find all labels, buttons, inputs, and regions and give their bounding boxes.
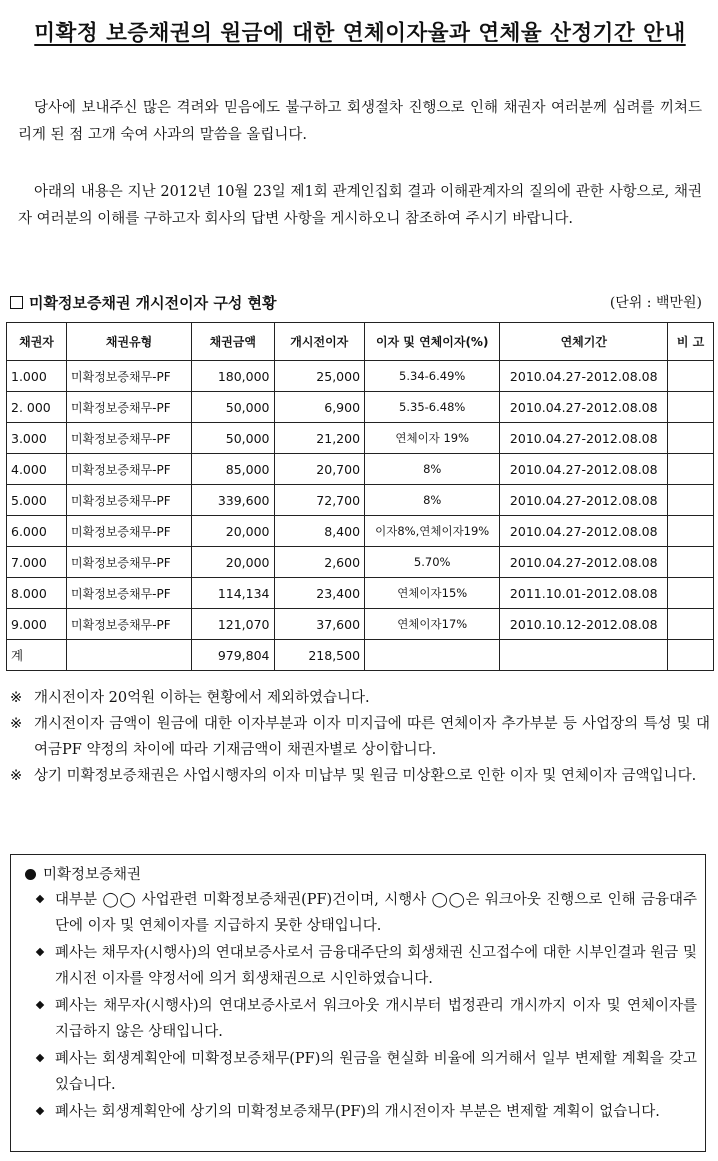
cell-pre-interest: 218,500 — [274, 640, 365, 671]
cell-pre-interest: 6,900 — [274, 392, 365, 423]
cell-creditor: 3.000 — [7, 423, 67, 454]
cell-interest-rate: 연체이자17% — [365, 609, 500, 640]
cell-overdue-period: 2010.04.27-2012.08.08 — [500, 361, 668, 392]
info-bullet — [35, 1099, 697, 1125]
cell-creditor: 9.000 — [7, 609, 67, 640]
footnote-2 — [8, 711, 710, 763]
cell-overdue-period: 2010.04.27-2012.08.08 — [500, 392, 668, 423]
cell-interest-rate: 8% — [365, 454, 500, 485]
reference-mark-icon: ※ — [10, 690, 23, 706]
header-bond-amount: 채권금액 — [192, 323, 274, 361]
cell-pre-interest: 72,700 — [274, 485, 365, 516]
info-bullet — [35, 887, 697, 939]
table-row — [7, 578, 714, 609]
header-bond-type: 채권유형 — [67, 323, 192, 361]
cell-bond-amount: 50,000 — [192, 392, 274, 423]
cell-bond-amount: 121,070 — [192, 609, 274, 640]
footnote-1 — [8, 685, 710, 711]
info-bullet-text: 폐사는 채무자(시행사)의 연대보증사로서 워크아웃 개시부터 법정관리 개시까지 이자 및 연체이자를 지급하지 않은 상태입니다. — [55, 998, 697, 1040]
footnote-3 — [8, 763, 710, 789]
cell-bond-type: 미확정보증채무-PF — [67, 516, 192, 547]
cell-creditor: 5.000 — [7, 485, 67, 516]
cell-bond-amount: 85,000 — [192, 454, 274, 485]
cell-overdue-period: 2010.04.27-2012.08.08 — [500, 454, 668, 485]
cell-bond-type — [67, 640, 192, 671]
cell-creditor: 7.000 — [7, 547, 67, 578]
cell-pre-interest: 25,000 — [274, 361, 365, 392]
table-body — [7, 361, 714, 671]
diamond-bullet-icon — [36, 895, 44, 903]
cell-creditor: 4.000 — [7, 454, 67, 485]
table-total-row — [7, 640, 714, 671]
info-bullet-text: 폐사는 회생계획안에 상기의 미확정보증채무(PF)의 개시전이자 부분은 변제할 계획이 없습니다. — [55, 1104, 660, 1120]
info-bullet-text: 폐사는 회생계획안에 미확정보증채무(PF)의 원금을 현실화 비율에 의거해서 일부 변제할 계획을 갖고 있습니다. — [55, 1051, 697, 1093]
cell-remarks — [668, 423, 714, 454]
header-pre-interest: 개시전이자 — [274, 323, 365, 361]
bond-interest-table — [6, 322, 714, 671]
section-header — [10, 292, 710, 313]
cell-overdue-period: 2010.04.27-2012.08.08 — [500, 516, 668, 547]
cell-interest-rate: 8% — [365, 485, 500, 516]
cell-bond-amount: 114,134 — [192, 578, 274, 609]
cell-overdue-period: 2010.10.12-2012.08.08 — [500, 609, 668, 640]
footnotes — [8, 685, 710, 789]
cell-bond-type: 미확정보증채무-PF — [67, 423, 192, 454]
cell-pre-interest: 2,600 — [274, 547, 365, 578]
square-bullet-icon — [10, 296, 23, 309]
table-row — [7, 454, 714, 485]
intro-paragraph-apology: 당사에 보내주신 많은 격려와 믿음에도 불구하고 회생절차 진행으로 인해 채권자 여러분께 심려를 끼쳐드리게 된 점 고개 숙여 사과의 말씀을 올립니다. — [18, 100, 702, 143]
cell-creditor: 계 — [7, 640, 67, 671]
info-box-title-text: 미확정보증채권 — [43, 867, 142, 883]
table-row — [7, 361, 714, 392]
cell-remarks — [668, 454, 714, 485]
cell-bond-amount: 20,000 — [192, 547, 274, 578]
cell-overdue-period: 2011.10.01-2012.08.08 — [500, 578, 668, 609]
intro-paragraph-notice: 아래의 내용은 지난 2012년 10월 23일 제1회 관계인집회 결과 이해관계자의 질의에 관한 사항으로, 채권자 여러분의 이해를 구하고자 회사의 답변 사항을 게시하오니 참조하여 주시기 바랍니다. — [18, 184, 702, 227]
table-row — [7, 609, 714, 640]
cell-bond-type: 미확정보증채무-PF — [67, 392, 192, 423]
footnote-text: 상기 미확정보증채권은 사업시행자의 이자 미납부 및 원금 미상환으로 인한 이자 및 연체이자 금액입니다. — [34, 768, 697, 784]
diamond-bullet-icon — [36, 1054, 44, 1062]
cell-remarks — [668, 578, 714, 609]
info-bullet — [35, 940, 697, 992]
info-box — [10, 854, 706, 1152]
cell-pre-interest: 20,700 — [274, 454, 365, 485]
cell-bond-type: 미확정보증채무-PF — [67, 485, 192, 516]
info-bullet-list — [35, 887, 697, 1126]
diamond-bullet-icon — [36, 948, 44, 956]
header-remarks: 비 고 — [668, 323, 714, 361]
header-creditor: 채권자 — [7, 323, 67, 361]
cell-creditor: 2. 000 — [7, 392, 67, 423]
reference-mark-icon: ※ — [10, 768, 23, 784]
cell-interest-rate: 5.70% — [365, 547, 500, 578]
header-interest-rate: 이자 및 연체이자(%) — [365, 323, 500, 361]
unit-label: (단위 : 백만원) — [609, 295, 702, 311]
cell-bond-amount: 50,000 — [192, 423, 274, 454]
cell-pre-interest: 21,200 — [274, 423, 365, 454]
table-row — [7, 423, 714, 454]
section-title: 미확정보증채권 개시전이자 구성 현황 — [29, 294, 277, 312]
table-row — [7, 547, 714, 578]
cell-remarks — [668, 640, 714, 671]
cell-pre-interest: 23,400 — [274, 578, 365, 609]
reference-mark-icon: ※ — [10, 716, 23, 732]
cell-remarks — [668, 361, 714, 392]
info-box-title — [25, 863, 141, 884]
cell-interest-rate: 5.35-6.48% — [365, 392, 500, 423]
cell-overdue-period: 2010.04.27-2012.08.08 — [500, 547, 668, 578]
info-bullet — [35, 993, 697, 1045]
cell-interest-rate: 연체이자15% — [365, 578, 500, 609]
page-title: 미확정 보증채권의 원금에 대한 연체이자율과 연체율 산정기간 안내 — [34, 21, 686, 46]
footnote-text: 개시전이자 20억원 이하는 현황에서 제외하였습니다. — [34, 690, 370, 706]
header-overdue-period: 연체기간 — [500, 323, 668, 361]
circle-bullet-icon — [25, 869, 36, 880]
cell-remarks — [668, 547, 714, 578]
table-row — [7, 485, 714, 516]
cell-bond-type: 미확정보증채무-PF — [67, 547, 192, 578]
diamond-bullet-icon — [36, 1107, 44, 1115]
cell-interest-rate: 연체이자 19% — [365, 423, 500, 454]
diamond-bullet-icon — [36, 1001, 44, 1009]
cell-interest-rate: 5.34-6.49% — [365, 361, 500, 392]
cell-interest-rate: 이자8%,연체이자19% — [365, 516, 500, 547]
table-header-row — [7, 323, 714, 361]
info-bullet-text: 폐사는 채무자(시행사)의 연대보증사로서 금융대주단의 회생채권 신고접수에 대한 시부인결과 원금 및 개시전 이자를 약정서에 의거 회생채권으로 시인하였습니다. — [55, 945, 697, 987]
cell-overdue-period — [500, 640, 668, 671]
cell-overdue-period: 2010.04.27-2012.08.08 — [500, 423, 668, 454]
cell-bond-amount: 339,600 — [192, 485, 274, 516]
cell-overdue-period: 2010.04.27-2012.08.08 — [500, 485, 668, 516]
cell-bond-amount: 20,000 — [192, 516, 274, 547]
table-row — [7, 392, 714, 423]
cell-bond-type: 미확정보증채무-PF — [67, 578, 192, 609]
cell-bond-amount: 979,804 — [192, 640, 274, 671]
cell-pre-interest: 37,600 — [274, 609, 365, 640]
cell-bond-amount: 180,000 — [192, 361, 274, 392]
cell-remarks — [668, 392, 714, 423]
table-row — [7, 516, 714, 547]
info-bullet — [35, 1046, 697, 1098]
cell-remarks — [668, 609, 714, 640]
cell-remarks — [668, 485, 714, 516]
cell-interest-rate — [365, 640, 500, 671]
footnote-text: 개시전이자 금액이 원금에 대한 이자부분과 이자 미지급에 따른 연체이자 추가부분 등 사업장의 특성 및 대여금PF 약정의 차이에 따라 기재금액이 채권자별로 상이합니다. — [34, 716, 710, 758]
cell-pre-interest: 8,400 — [274, 516, 365, 547]
cell-bond-type: 미확정보증채무-PF — [67, 361, 192, 392]
info-bullet-text: 대부분 ◯◯ 사업관련 미확정보증채권(PF)건이며, 시행사 ◯◯은 워크아웃 진행으로 인해 금융대주단에 이자 및 연체이자를 지급하지 못한 상태입니다. — [55, 892, 697, 934]
cell-creditor: 8.000 — [7, 578, 67, 609]
cell-bond-type: 미확정보증채무-PF — [67, 609, 192, 640]
cell-creditor: 1.000 — [7, 361, 67, 392]
cell-remarks — [668, 516, 714, 547]
cell-creditor: 6.000 — [7, 516, 67, 547]
cell-bond-type: 미확정보증채무-PF — [67, 454, 192, 485]
